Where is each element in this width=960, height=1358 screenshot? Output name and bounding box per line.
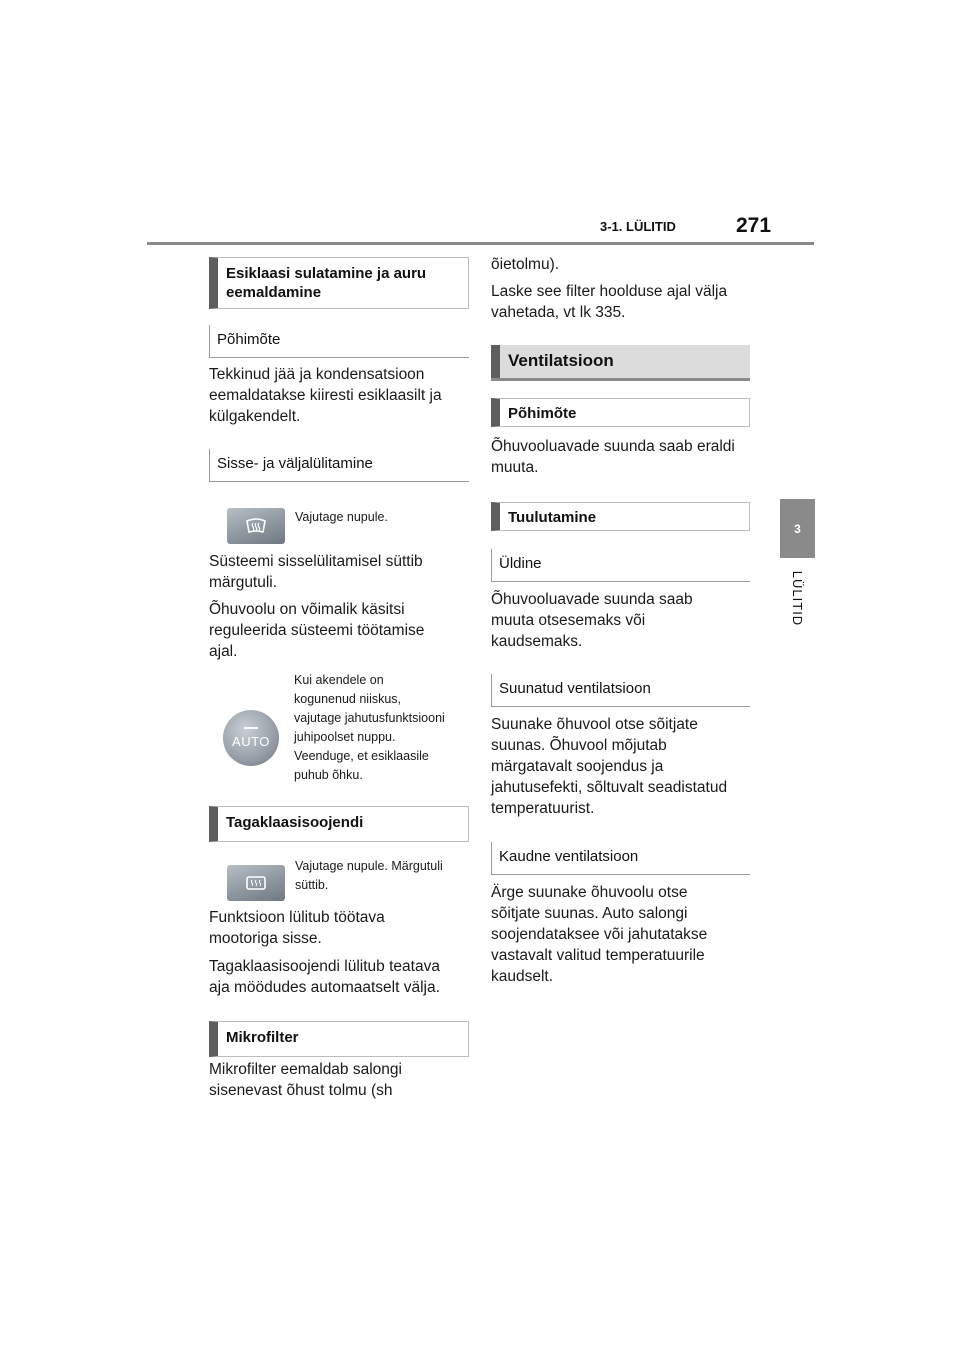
heading-ventilation: Ventilatsioon xyxy=(491,345,750,378)
subheading-general: Üldine xyxy=(491,549,750,582)
chapter-label xyxy=(770,566,825,630)
figure-caption-rear: Vajutage nupule. Märgutuli süttib. xyxy=(295,859,443,892)
section-title: 3-1. LÜLITID xyxy=(600,219,676,234)
heading-microfilter: Mikrofilter xyxy=(209,1021,469,1057)
auto-indicator-line xyxy=(244,727,258,729)
paragraph-auto-off: Tagaklaasisoojendi lülitub teatava aja möödudes automaatselt välja. xyxy=(209,958,440,996)
paragraph-vent-principle: Õhuvooluavade suunda saab eraldi muuta. xyxy=(491,438,735,476)
auto-button-label: AUTO xyxy=(232,734,270,749)
subheading-principle: Põhimõte xyxy=(209,325,469,358)
paragraph-continuation: õietolmu). xyxy=(491,256,560,273)
windshield-defrost-icon xyxy=(245,517,267,535)
heading-airing: Tuulutamine xyxy=(491,502,750,531)
paragraph-engine: Funktsioon lülitub töötava mootoriga sisse. xyxy=(209,909,385,947)
paragraph-indirect: Ärge suunake õhuvoolu otse sõitjate suunas. Auto salongi soojendataksee või jahutatakse vastavalt valitud temperatuurile kaudselt. xyxy=(491,884,708,985)
chapter-tab: 3 xyxy=(780,499,815,558)
paragraph-general: Õhuvooluavade suunda saab muuta otsesemaks või kaudsemaks. xyxy=(491,591,693,650)
figure-caption-press: Vajutage nupule. xyxy=(295,510,388,524)
subheading-indirect: Kaudne ventilatsioon xyxy=(491,842,750,875)
windshield-defrost-button-image xyxy=(227,508,285,544)
rear-window-defrost-icon xyxy=(245,875,267,891)
heading-principle: Põhimõte xyxy=(491,398,750,427)
auto-button-image xyxy=(223,710,279,766)
paragraph-replace: Laske see filter hoolduse ajal välja vahetada, vt lk 335. xyxy=(491,283,728,321)
subheading-direct: Suunatud ventilatsioon xyxy=(491,674,750,707)
paragraph-microfilter: Mikrofilter eemaldab salongi sisenevast õhust tolmu (sh xyxy=(209,1061,402,1099)
header-divider xyxy=(147,242,814,245)
figure-caption-auto: Kui akendele on kogunenud niiskus, vajutage jahutusfunktsiooni juhipoolset nuppu. Veenduge, et esiklaasile puhub õhku. xyxy=(294,673,445,782)
page-number: 271 xyxy=(736,214,772,237)
paragraph-direct: Suunake õhuvool otse sõitjate suunas. Õhuvool mõjutab märgatavalt soojendus ja jahutusefekti, sõltuvalt seadistatud temperatuurist. xyxy=(491,716,728,817)
rear-defrost-button-image xyxy=(227,865,285,901)
subheading-onoff: Sisse- ja väljalülitamine xyxy=(209,449,469,482)
paragraph-lamp: Süsteemi sisselülitamisel süttib märgutuli. xyxy=(209,553,423,591)
paragraph-principle: Tekkinud jää ja kondensatsioon eemaldatakse kiiresti esiklaasilt ja külgakendelt. xyxy=(209,366,442,425)
heading-rear-defrost: Tagaklaasisoojendi xyxy=(209,806,469,842)
heading-defrost: Esiklaasi sulatamine ja auru eemaldamine xyxy=(209,257,469,309)
paragraph-airflow: Õhuvoolu on võimalik käsitsi reguleerida süsteemi töötamise ajal. xyxy=(209,601,425,660)
chapter-label-text: LÜLITID xyxy=(790,570,805,626)
